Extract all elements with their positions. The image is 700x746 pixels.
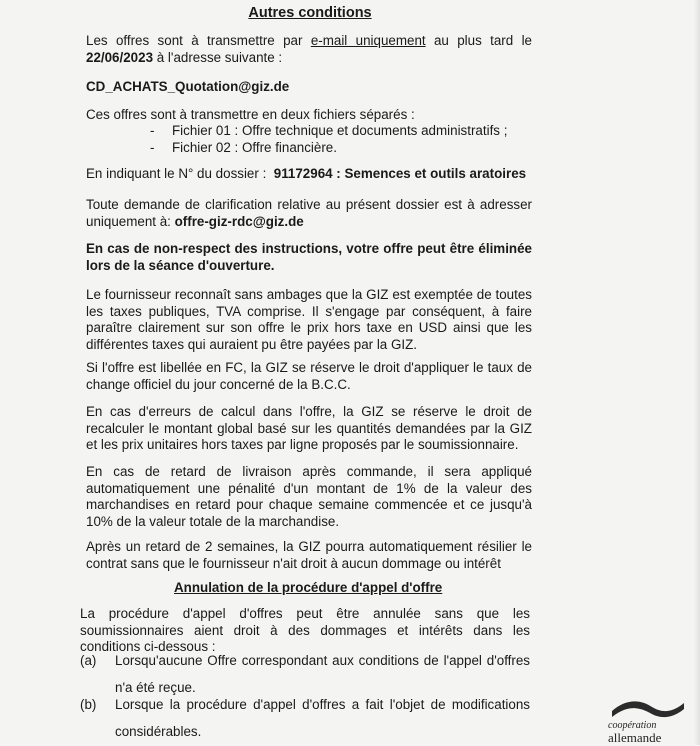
calculation-paragraph: En cas d'erreurs de calcul dans l'offre, la GIZ se réserve le droit de recalculer le montant global basé sur les quantités demandées par la GIZ et les prix unitaires hors taxes par ligne proposés par le soumissionnaire. [86,404,532,452]
logo-line2: allemande [608,730,662,745]
dossier-number: 91172964 : Semences et outils aratoires [273,166,527,181]
section-title: Autres conditions [248,5,372,21]
list-item: - Fichier 02 : Offre financière. [150,139,337,155]
cooperation-allemande-logo [608,697,688,745]
page-edge-shadow [694,0,700,745]
list-item: - Fichier 01 : Offre technique et documents administratifs ; [150,123,508,138]
files-intro: Ces offres sont à transmettre en deux fichiers séparés : [86,107,415,122]
termination-paragraph: Après un retard de 2 semaines, la GIZ pourra automatiquement résilier le contrat sans que le fournisseur n'ait droit à aucun dommage ou intérêt [86,539,532,571]
files-list [150,123,507,156]
logo-line1: coopération [608,720,657,731]
list-item: (b) Lorsque la procédure d'appel d'offres a fait l'objet de modifications considérables. [80,697,530,739]
list-item: (a) Lorsqu'aucune Offre correspondant aux conditions de l'appel d'offres n'a été reçue. [80,653,530,695]
annulation-heading: Annulation de la procédure d'appel d'offre [174,580,443,595]
clarification-email: offre-giz-rdc@giz.de [174,213,304,229]
currency-paragraph: Si l'offre est libellée en FC, la GIZ se réserve le droit d'appliquer le taux de change officiel du jour concerné de la B.C.C. [86,360,532,392]
clarification-paragraph: Toute demande de clarification relative au présent dossier est à adresser uniquement à: offre-giz-rdc@giz.de [86,197,532,229]
warning-paragraph: En cas de non-respect des instructions, votre offre peut être éliminée lors de la séance d'ouverture. [86,241,532,273]
dossier-paragraph: En indiquant le N° du dossier : 91172964 : Semences et outils aratoires [86,166,527,181]
submission-paragraph: Les offres sont à transmettre par e-mail uniquement au plus tard le 22/06/2023 à l'adresse suivante : [86,33,532,65]
tax-paragraph: Le fournisseur reconnaît sans ambages que la GIZ est exemptée de toutes les taxes publiques, TVA comprise. Il s'engage par conséquent, à faire paraître clairement sur son offre le prix hors taxe en USD ainsi que les différentes taxes qui auraient pu être payées par la GIZ. [86,287,532,352]
submission-deadline: 22/06/2023 [86,49,154,65]
penalty-paragraph: En cas de retard de livraison après commande, il sera appliqué automatiquement une pénalité d'un montant de 1% de la valeur des marchandises en retard pour chaque semaine commencée et ce jusqu'à 10% de la valeur totale de la marchandise. [86,464,532,529]
annulation-intro: La procédure d'appel d'offres peut être annulée sans que les soumissionnaires aient droit à des dommages et intérêts dans les conditions ci-dessous : [80,606,530,654]
submission-method: e-mail uniquement [310,33,426,48]
submission-email: CD_ACHATS_Quotation@giz.de [86,79,290,94]
